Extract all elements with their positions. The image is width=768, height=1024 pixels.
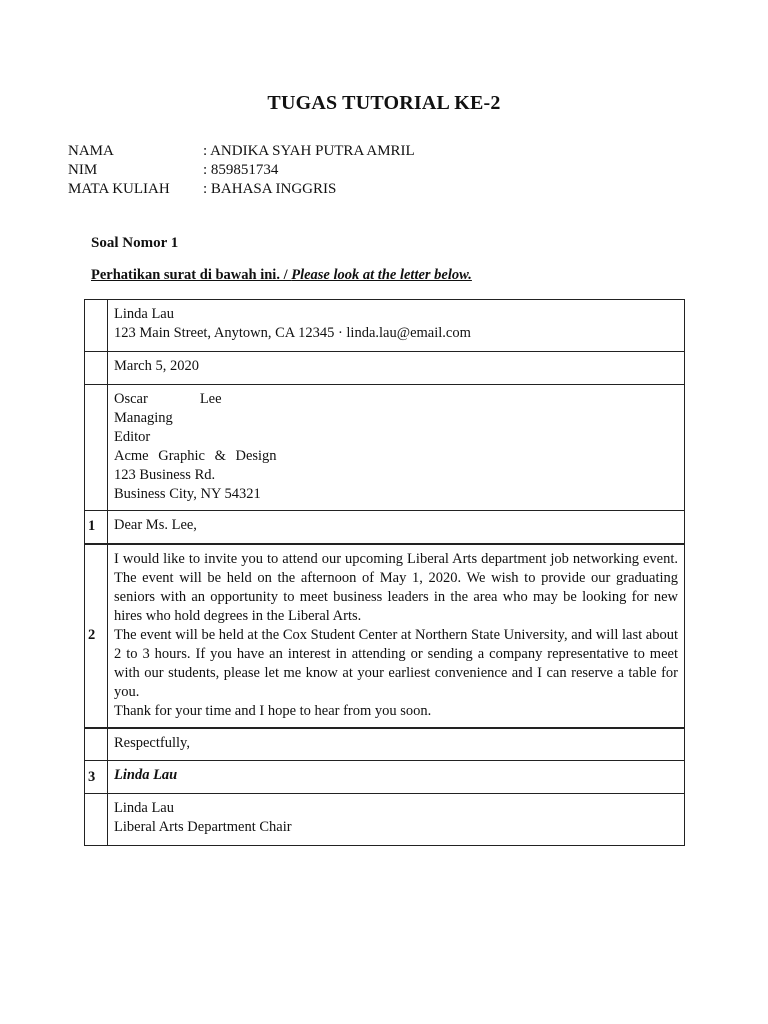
- table-row: [85, 728, 685, 761]
- closing-cell: [108, 728, 685, 761]
- sender-name: Linda Lau: [114, 306, 174, 322]
- info-row-nama: [68, 142, 415, 161]
- recipient-title-line2: Editor: [114, 429, 151, 445]
- number-cell: [85, 794, 108, 846]
- date-cell: [108, 352, 685, 385]
- number-cell: 3: [85, 761, 108, 794]
- signer-title: Liberal Arts Department Chair: [114, 819, 292, 835]
- number-cell: 1: [85, 511, 108, 544]
- closing: Respectfully,: [114, 734, 190, 751]
- salutation: Dear Ms. Lee,: [114, 517, 197, 533]
- table-row: [85, 300, 685, 352]
- recipient-cell: [108, 385, 685, 511]
- signer-cell: [108, 794, 685, 846]
- signature: Linda Lau: [114, 767, 178, 783]
- info-value: : ANDIKA SYAH PUTRA AMRIL: [203, 143, 415, 159]
- instruction-english: Please look at the letter below.: [291, 267, 472, 283]
- info-value: : 859851734: [203, 162, 279, 178]
- info-label: MATA KULIAH: [68, 181, 170, 197]
- table-row: [85, 352, 685, 385]
- recipient-street: 123 Business Rd.: [114, 467, 216, 483]
- table-row: [85, 794, 685, 846]
- recipient-city: Business City, NY 54321: [114, 486, 261, 502]
- number-cell: [85, 385, 108, 511]
- info-row-nim: [68, 161, 415, 180]
- body-paragraph: I would like to invite you to attend our upcoming Liberal Arts department job networking event. The event will be held on the afternoon of May 1, 2020. We wish to provide our graduating seniors with an opportunity to meet business leaders in the area who may be looking for new hires who hold degrees in the Liberal Arts.: [114, 550, 678, 624]
- table-row: [85, 761, 685, 794]
- body-paragraph: The event will be held at the Cox Student Center at Northern State University, and will last about 2 to 3 hours. If you have an interest in attending or sending a company representative to meet with our students, please let me know at your earliest convenience and I can reserve a table for you.: [114, 626, 678, 700]
- question-label: Soal Nomor 1: [91, 235, 179, 251]
- signature-cell: [108, 761, 685, 794]
- table-row: [85, 511, 685, 544]
- recipient-title-line1: Managing: [114, 410, 173, 426]
- recipient-first-name: Oscar: [114, 391, 148, 407]
- recipient-company: Acme Graphic & Design: [114, 448, 277, 464]
- document-title: TUGAS TUTORIAL KE-2: [267, 92, 501, 114]
- table-row: [85, 544, 685, 728]
- number-cell: [85, 352, 108, 385]
- info-label: NAMA: [68, 143, 114, 159]
- letter-table: [84, 299, 685, 846]
- info-value: : BAHASA INGGRIS: [203, 181, 337, 197]
- student-info: [68, 142, 415, 199]
- sender-address: 123 Main Street, Anytown, CA 12345 · linda.lau@email.com: [114, 325, 471, 341]
- number-cell: [85, 300, 108, 352]
- number-cell: [85, 728, 108, 761]
- info-label: NIM: [68, 162, 98, 178]
- instruction-indonesian: Perhatikan surat di bawah ini. /: [91, 267, 292, 283]
- recipient-name: [114, 390, 678, 409]
- recipient-last-name: Lee: [199, 391, 222, 407]
- signer-name: Linda Lau: [114, 800, 174, 816]
- body-cell: [108, 544, 685, 728]
- salutation-cell: [108, 511, 685, 544]
- body-paragraph: Thank for your time and I hope to hear from you soon.: [114, 702, 432, 719]
- instruction: [91, 267, 472, 284]
- table-row: [85, 385, 685, 511]
- number-cell: 2: [85, 544, 108, 728]
- letter-date: March 5, 2020: [114, 358, 199, 374]
- info-row-mata-kuliah: [68, 180, 415, 199]
- sender-cell: [108, 300, 685, 352]
